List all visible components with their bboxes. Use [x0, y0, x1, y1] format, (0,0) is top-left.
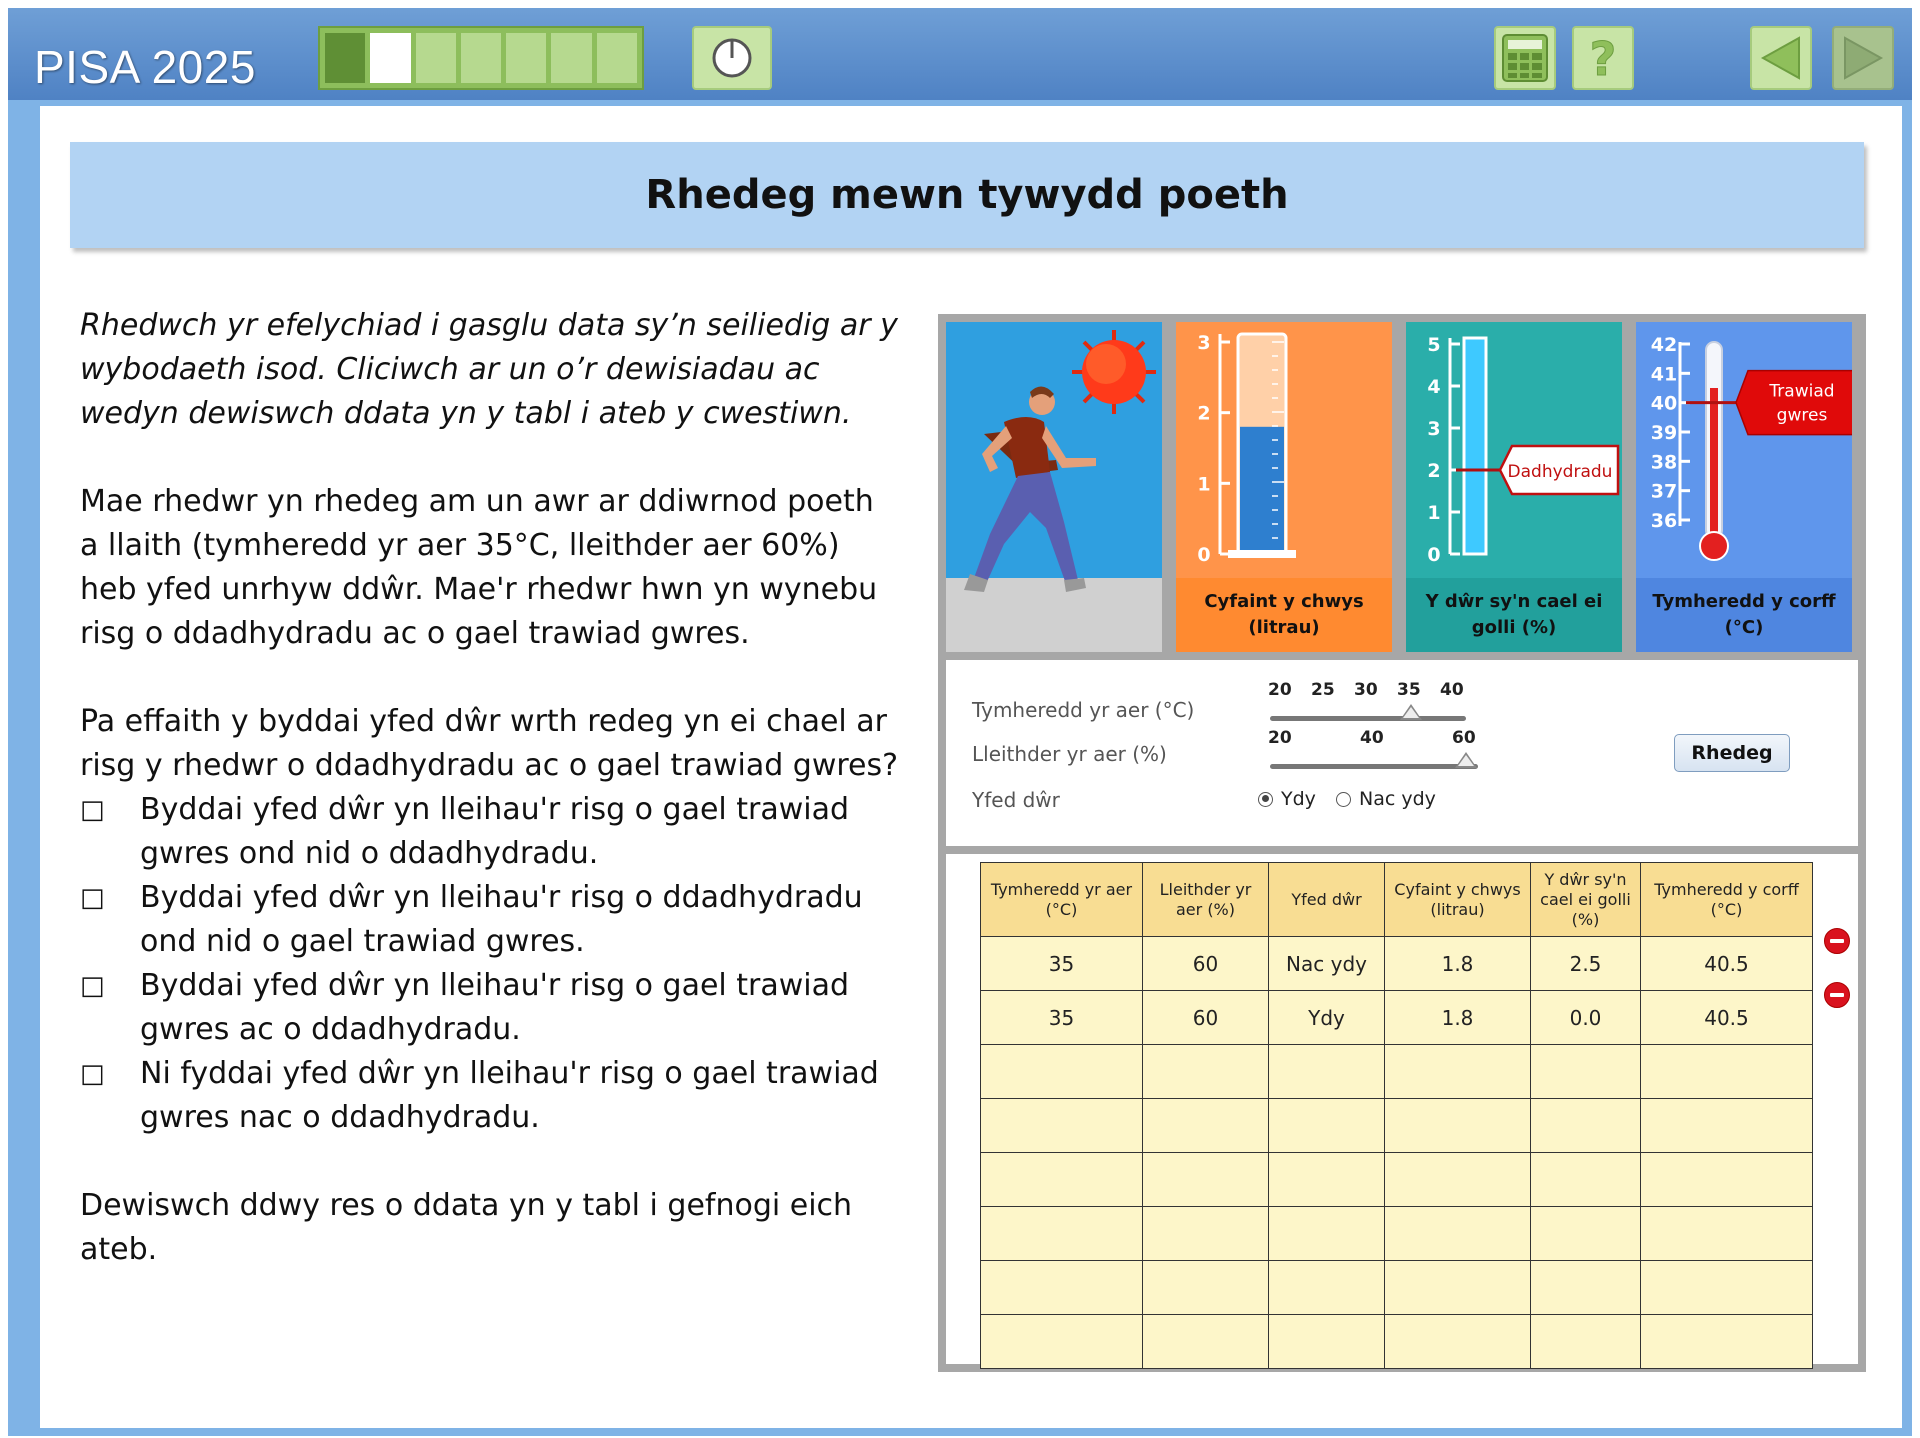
help-icon	[1583, 33, 1623, 83]
column-header: Tymheredd yr aer (°C)	[981, 863, 1143, 937]
table-cell[interactable]	[1531, 1315, 1641, 1369]
gauge-tick-label: 1	[1427, 502, 1441, 524]
progress-segment	[415, 32, 457, 84]
gauge-tick-label: 0	[1197, 544, 1211, 566]
slider-tick-label: 20	[1268, 728, 1292, 748]
table-row[interactable]	[981, 1099, 1813, 1153]
thermometer	[1636, 322, 1852, 578]
progress-segment	[369, 32, 411, 84]
title-banner	[70, 142, 1864, 248]
measuring-cylinder	[1176, 322, 1392, 578]
slider-track[interactable]	[1270, 764, 1478, 769]
drink-water-label: Yfed dŵr	[972, 788, 1060, 812]
page-title: Rhedeg mewn tywydd poeth	[645, 172, 1289, 218]
table-cell[interactable]	[1641, 1207, 1813, 1261]
slider-tick-label: 20	[1268, 680, 1292, 700]
table-cell[interactable]	[1385, 1261, 1531, 1315]
table-cell[interactable]	[981, 1099, 1143, 1153]
slider-tick-label: 60	[1452, 728, 1476, 748]
runner-icon	[964, 386, 1096, 592]
table-cell[interactable]	[1269, 1315, 1385, 1369]
table-row[interactable]	[981, 1315, 1813, 1369]
results-table	[980, 862, 1813, 1369]
column-header: Y dŵr sy'n cael ei golli (%)	[1531, 863, 1641, 937]
table-cell[interactable]	[981, 1261, 1143, 1315]
table-cell[interactable]: 1.8	[1385, 937, 1531, 991]
drink-no-radio[interactable]	[1336, 788, 1436, 810]
humidity-label: Lleithder yr aer (%)	[972, 742, 1167, 766]
back-arrow-icon	[1759, 34, 1803, 82]
table-cell[interactable]	[1641, 1099, 1813, 1153]
gauge-tick-label: 37	[1650, 480, 1678, 503]
table-cell[interactable]	[1641, 1045, 1813, 1099]
radio-button[interactable]	[1336, 792, 1351, 807]
delete-row-icon[interactable]	[1824, 928, 1850, 954]
timer-icon	[710, 36, 754, 80]
table-header-row	[981, 863, 1813, 937]
drink-yes-label: Ydy	[1281, 788, 1316, 810]
table-cell[interactable]	[1641, 1153, 1813, 1207]
progress-segment	[324, 32, 366, 84]
table-cell[interactable]: 60	[1143, 991, 1269, 1045]
calculator-icon	[1502, 34, 1548, 82]
table-cell[interactable]	[1385, 1099, 1531, 1153]
slider-thumb[interactable]	[1400, 704, 1422, 720]
checkbox[interactable]: □	[80, 795, 105, 825]
sweat-volume-panel	[1176, 322, 1392, 652]
table-cell[interactable]	[1143, 1099, 1269, 1153]
svg-text:?: ?	[1589, 33, 1617, 83]
scenario-text: Mae rhedwr yn rhedeg am un awr ar ddiwrnod poeth a llaith (tymheredd yr aer 35°C, lleithder aer 60%) heb yfed unrhyw ddŵr. Mae'r rhedwr hwn yn wynebu risg o ddadhydradu ac o gael trawiad gwres.	[80, 484, 878, 651]
table-cell[interactable]: 40.5	[1641, 991, 1813, 1045]
gauge-tick-label: 38	[1650, 451, 1678, 474]
air-temperature-slider[interactable]	[1270, 680, 1466, 720]
table-cell[interactable]: Ydy	[1269, 991, 1385, 1045]
slider-tick-label: 25	[1311, 680, 1335, 700]
slider-tick-label: 40	[1440, 680, 1464, 700]
content-page	[40, 106, 1902, 1428]
table-cell[interactable]	[1269, 1045, 1385, 1099]
gauge-tick-label: 3	[1197, 332, 1211, 354]
gauge-tick-label: 3	[1427, 418, 1441, 440]
column-header: Cyfaint y chwys (litrau)	[1385, 863, 1531, 937]
table-cell[interactable]	[1531, 1045, 1641, 1099]
calculator-button[interactable]	[1494, 26, 1556, 90]
water-loss-label: Y dŵr sy'n cael ei golli (%)	[1406, 578, 1622, 652]
drink-no-label: Nac ydy	[1359, 788, 1436, 810]
table-cell[interactable]	[1143, 1207, 1269, 1261]
body-temperature-label: Tymheredd y corff (°C)	[1636, 578, 1852, 652]
table-cell[interactable]	[1385, 1153, 1531, 1207]
table-cell[interactable]: 60	[1143, 937, 1269, 991]
simulation-controls	[946, 660, 1858, 846]
table-cell[interactable]	[1385, 1207, 1531, 1261]
table-cell[interactable]	[1531, 1153, 1641, 1207]
column-header: Lleithder yr aer (%)	[1143, 863, 1269, 937]
run-button[interactable]: Rhedeg	[1674, 734, 1790, 772]
progress-segment	[550, 32, 592, 84]
table-cell[interactable]	[1641, 1315, 1813, 1369]
question-text	[80, 304, 900, 1316]
answer-option[interactable]	[80, 964, 900, 1052]
table-cell[interactable]	[1385, 1315, 1531, 1369]
table-cell[interactable]: 0.0	[1531, 991, 1641, 1045]
gauge-tick-label: 4	[1427, 376, 1441, 398]
table-cell[interactable]	[1531, 1207, 1641, 1261]
water-loss-panel	[1406, 322, 1622, 652]
table-cell[interactable]	[1269, 1261, 1385, 1315]
table-cell[interactable]	[981, 1207, 1143, 1261]
progress-segment	[460, 32, 502, 84]
slider-thumb[interactable]	[1455, 752, 1477, 768]
gauge-tick-label: 36	[1650, 510, 1678, 532]
table-cell[interactable]: 35	[981, 937, 1143, 991]
table-row[interactable]	[981, 937, 1813, 991]
table-cell[interactable]	[1385, 1045, 1531, 1099]
gauge-tick-label: 5	[1427, 334, 1441, 356]
forward-button[interactable]	[1832, 26, 1894, 90]
slider-tick-label: 40	[1360, 728, 1384, 748]
intro-text: Rhedwch yr efelychiad i gasglu data sy’n seiliedig ar y wybodaeth isod. Cliciwch ar un o’r dewisiadau ac wedyn dewiswch ddata yn y tabl i ateb y cwestiwn.	[80, 308, 898, 431]
answer-option[interactable]	[80, 788, 900, 876]
table-cell[interactable]	[1143, 1261, 1269, 1315]
checkbox[interactable]: □	[80, 883, 105, 913]
table-cell[interactable]: Nac ydy	[1269, 937, 1385, 991]
table-cell[interactable]: 1.8	[1385, 991, 1531, 1045]
gauge-tick-label: 39	[1650, 422, 1678, 444]
table-cell[interactable]	[1269, 1153, 1385, 1207]
table-row[interactable]	[981, 1045, 1813, 1099]
checkbox[interactable]: □	[80, 971, 105, 1001]
question-prompt: Pa effaith y byddai yfed dŵr wrth redeg yn ei chael ar risg y rhedwr o ddadhydradu ac o gael trawiad gwres?	[80, 704, 899, 783]
delete-row-icon[interactable]	[1824, 982, 1850, 1008]
option-label: Byddai yfed dŵr yn lleihau'r risg o ddadhydradu ond nid o gael trawiad gwres.	[140, 880, 863, 959]
gauge-tick-label: 40	[1650, 392, 1678, 415]
table-cell[interactable]	[1531, 1099, 1641, 1153]
gauge-tick-label: 2	[1197, 402, 1211, 425]
sun-icon	[1072, 330, 1156, 414]
table-row[interactable]	[981, 1153, 1813, 1207]
top-toolbar	[8, 8, 1912, 100]
radio-button[interactable]	[1258, 792, 1273, 807]
air-temperature-label: Tymheredd yr aer (°C)	[972, 698, 1195, 722]
table-row[interactable]	[981, 991, 1813, 1045]
table-cell[interactable]	[1531, 1261, 1641, 1315]
simulation-panel	[938, 314, 1866, 1372]
heatstroke-threshold-label: Trawiad	[1769, 381, 1835, 402]
progress-segment	[505, 32, 547, 84]
sweat-volume-label: Cyfaint y chwys (litrau)	[1176, 578, 1392, 652]
app-frame	[8, 8, 1912, 1436]
table-cell[interactable]: 2.5	[1531, 937, 1641, 991]
table-cell[interactable]	[1269, 1099, 1385, 1153]
forward-arrow-icon	[1841, 34, 1885, 82]
gauge-tick-label: 2	[1427, 460, 1441, 482]
column-header: Tymheredd y corff (°C)	[1641, 863, 1813, 937]
table-cell[interactable]: 35	[981, 991, 1143, 1045]
water-loss-gauge	[1406, 322, 1622, 578]
answer-option[interactable]	[80, 876, 900, 964]
checkbox[interactable]: □	[80, 1059, 105, 1089]
progress-bar	[318, 26, 644, 90]
back-button[interactable]	[1750, 26, 1812, 90]
table-cell[interactable]	[1143, 1153, 1269, 1207]
table-cell[interactable]	[981, 1315, 1143, 1369]
gauge-tick-label: 1	[1197, 473, 1211, 496]
answer-options	[80, 788, 900, 1140]
progress-segment	[596, 32, 638, 84]
body-temperature-panel	[1636, 322, 1852, 652]
gauge-tick-label: 41	[1650, 363, 1678, 386]
dehydration-threshold-label: Dadhydradu	[1507, 462, 1613, 482]
humidity-slider[interactable]	[1270, 728, 1478, 768]
option-label: Byddai yfed dŵr yn lleihau'r risg o gael trawiad gwres ac o ddadhydradu.	[140, 968, 850, 1047]
slider-track[interactable]	[1270, 716, 1466, 721]
table-cell[interactable]	[981, 1153, 1143, 1207]
option-label: Byddai yfed dŵr yn lleihau'r risg o gael trawiad gwres ond nid o ddadhydradu.	[140, 792, 850, 871]
heatstroke-threshold-label-2: gwres	[1776, 405, 1828, 426]
runner-illustration	[946, 322, 1162, 652]
table-cell[interactable]	[1269, 1207, 1385, 1261]
table-row[interactable]	[981, 1261, 1813, 1315]
table-cell[interactable]	[981, 1045, 1143, 1099]
option-label: Ni fyddai yfed dŵr yn lleihau'r risg o gael trawiad gwres nac o ddadhydradu.	[140, 1056, 879, 1135]
results-table-area	[946, 854, 1858, 1364]
slider-tick-label: 35	[1397, 680, 1421, 700]
slider-tick-label: 30	[1354, 680, 1378, 700]
timer-button[interactable]	[692, 26, 772, 90]
table-cell[interactable]: 40.5	[1641, 937, 1813, 991]
drink-yes-radio[interactable]	[1258, 788, 1316, 810]
runner-panel	[946, 322, 1162, 652]
app-title: PISA 2025	[34, 41, 256, 93]
table-cell[interactable]	[1143, 1045, 1269, 1099]
answer-option[interactable]	[80, 1052, 900, 1140]
table-cell[interactable]	[1641, 1261, 1813, 1315]
table-cell[interactable]	[1143, 1315, 1269, 1369]
help-button[interactable]	[1572, 26, 1634, 90]
gauge-tick-label: 42	[1650, 334, 1678, 356]
instruction-text: Dewiswch ddwy res o ddata yn y tabl i gefnogi eich ateb.	[80, 1188, 853, 1267]
gauge-tick-label: 0	[1427, 544, 1441, 566]
column-header: Yfed dŵr	[1269, 863, 1385, 937]
table-row[interactable]	[981, 1207, 1813, 1261]
